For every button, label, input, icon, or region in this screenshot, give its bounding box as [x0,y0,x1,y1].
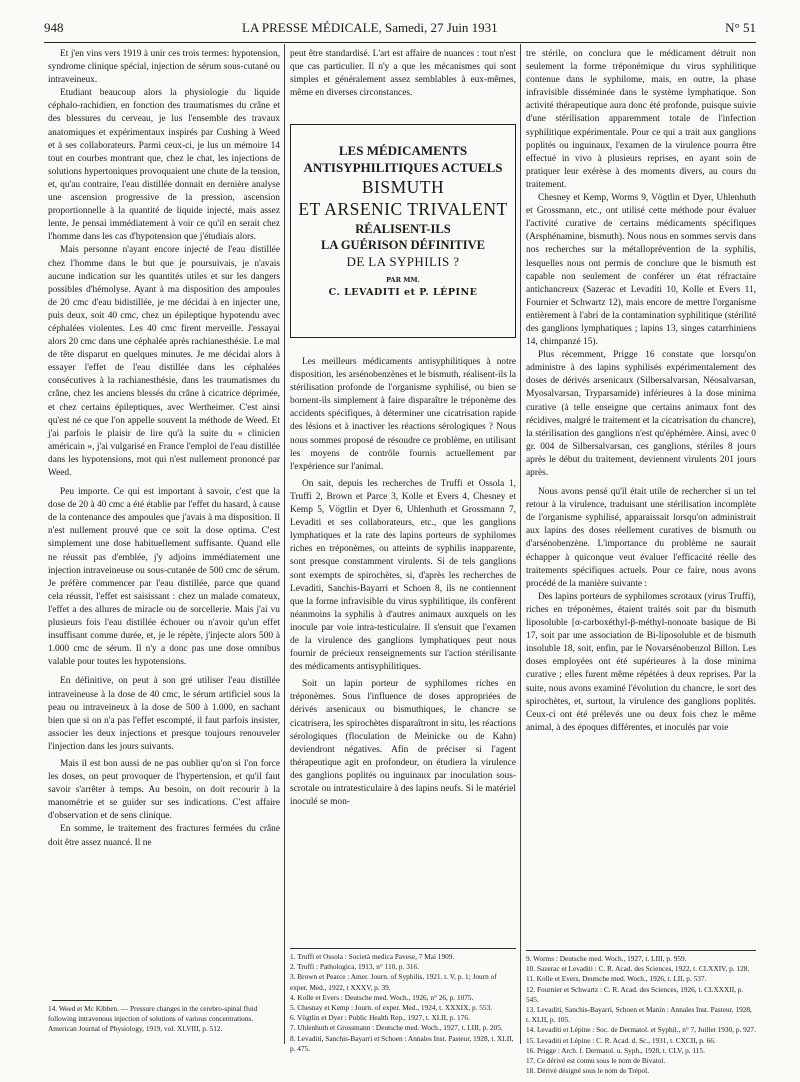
footnote-5: 5. Chesnay et Kemp : Journ. of exper. Med., 1924, t. XXXIX, p. 553. [290,1003,493,1013]
title-line-3: BISMUTH [361,177,445,197]
col2-footnotes [290,952,516,1054]
footnote-9: 9. Worms : Deutsche med. Woch., 1927, t. LIII, p. 959. [526,954,687,963]
footnote-14: 14. Weed et Mc Kibben. — Pressure changes in the cerebro-spinal fluid following intravenous injection of solutions of various concentrations. American Journal of Physiology, 1919, vol. XLVIII, p. 512. [48,1004,258,1034]
footnote-1: 1. Truffi et Ossola : Società medica Pavese, 7 Mai 1909. [290,952,455,961]
title-line-2: ANTISYPHILITIQUES ACTUELS [303,160,503,175]
title-line-1: LES MÉDICAMENTS [338,143,468,158]
footnote-16: 16. Prigge : Arch. f. Dermatol. u. Syph., 1928, t. CLV, p. 115. [526,1045,705,1055]
column-divider-1 [284,44,285,1044]
footnote-12: 12. Fournier et Schwartz : C. R. Acad. des Sciences, 1926, t. CLXXXII, p. 545. [526,984,744,1004]
issue-number: N° 51 [725,20,756,35]
title-par: PAR MM. [386,276,420,284]
col1-para-5: En définitive, on peut à son gré utiliser l'eau distillée intraveineuse à la dose de 40 cmc, le sérum artificiel sous la peau ou intraveineux à la dose de 500 à 1.000, en sachant bien que si on n'a pas l'effet escompté, il faut parfois insister, associer les deux injections et presque toujours renouveler l'injection dans les jours suivants. [48,676,280,752]
col1-para-2: Etudiant beaucoup alors la physiologie du liquide céphalo-rachidien, en fonction des traumatismes du crâne et des blessures du cerveau, je lus l'ensemble des travaux anatomiques et expérimentaux inspirés par Cushing à Weed et à ses collaborateurs. Parmi ceux-ci, je lus un mémoire 14 tout en courbes montrant que, chez le chat, les injections de solutions hypertoniques provoquaient une chute de la tension, et, qu'au contraire, l'eau distillée donnait en dernière analyse une ascension progressive de la pression, ascension proportionnelle à la quantité de liquide injecté, mais assez lente. Je pensai immédiatement à voir ce qu'il en serait chez l'homme dans les cas d'hypotension que j'étudiais alors. [48,88,280,243]
footnote-4: 4. Kolle et Evers : Deutsche med. Woch., 1926, n° 26, p. 1075. [290,992,474,1002]
column-divider-2 [520,44,521,1044]
col1-footnote-rule [52,1000,112,1001]
footnote-6: 6. Vögtlin et Dyer : Public Health Rep., 1927, t. XLII, p. 176. [290,1013,470,1023]
col3-para-1: tre stérile, on conclura que le médicament détruit non seulement la forme tréponémique du virus syphilitique contenue dans le syphilome, mais, en outre, la phase infravisible disséminée dans le système lymphatique. Son activité thérapeutique aura donc été profonde, puisque suivie d'une stérilisation apparemment totale de l'infection syphilitique expérimentale. Pour ce qui a trait aux ganglions poplités ou inguinaux, l'examen de la virulence pourra être effectué in vivo à plusieurs reprises, en ayant soin de pratiquer leur exérèse à des moments divers, au cours du traitement. [526,49,756,190]
title-line-7: DE LA SYPHILIS ? [346,254,460,269]
column-3 [526,48,756,735]
column-1 [48,48,280,850]
col1-para-1: Et j'en vins vers 1919 à unir ces trois termes: hypotension, syndrome clinique spécial, injection de sérum sous-cutané ou intraveineux. [48,49,280,86]
page-header [44,20,756,42]
column-2-top [290,48,516,100]
col2-footnote-rule [290,948,516,949]
col2-para-1: Les meilleurs médicaments antisyphilitiques à notre disposition, les arsénobenzènes et le bismuth, réalisent-ils la stérilisation profonde de l'organisme syphilisé, ou bien se bornent-ils simplement à faire disparaître le tréponème des accidents spécifiques, à déterminer une cicatrisation rapide des lésions et à inactiver les réactions sérologiques ? Nous nous sommes proposé de résoudre ce problème, en utilisant les moyens de contrôle fournis actuellement par l'expérience sur l'animal. [290,357,516,472]
col3-para-5: Des lapins porteurs de syphilomes scrotaux (virus Truffi), riches en tréponèmes, étaient traités soit par du bismuth liposoluble [α-carboxéthyl-β-méthyl-nonoate basique de Bi 17, soit par une association de Bi-liposoluble et de bismuth insoluble 18, soit, enfin, par le Novarsénobenzol Billon. Les doses employées ont été supérieures à la dose minima curative ; elles furent même répétées à deux reprises. Par la suite, nous avons examiné l'évolution du chancre, le sort des spirochètes, et, surtout, la virulence des ganglions poplités. Ceux-ci ont été prélevés une ou deux fois chez le même animal, à des époques différentes, et inoculés par voie [526,591,756,733]
footnote-8: 8. Levaditi, Sanchis-Bayarri et Schoen : Annales Inst. Pasteur, 1928, t. XLII, p. 475. [290,1033,514,1053]
footnote-11: 11. Kolle et Evers, Deutsche med. Woch., 1926, t. LII, p. 537. [526,974,707,984]
col3-para-2: Chesney et Kemp, Worms 9, Vögtlin et Dyer, Uhlenhuth et Grossmann, etc., ont utilisé cette méthode pour évaluer l'activité curative de certains médicaments spécifiques (Arsphénamine, bismuth). Nous nous en sommes servis dans nos recherches sur la métalloprévention de la syphilis, lesquelles nous ont permis de conclure que le bismuth est capable non seulement de conférer un état réfractaire antichancreux (Sazerac et Levaditi 10, Kolle et Evers 11, Fournier et Schwartz 12), mais encore de mettre l'organisme entièrement à l'abri de la contamination syphilitique (stérilité des ganglions lymphatiques ; lapins 13, singes catarrhiniens 14, chimpanzé 15). [526,193,756,348]
col1-para-6: Mais il est bon aussi de ne pas oublier qu'on si l'on force les doses, on peut provoquer de l'hypertension, et qu'il faut savoir s'arrêter à temps. Au besoin, on doit recourir à la manométrie et se guider sur ses indications. C'est affaire d'observation et de sens clinique. [48,758,280,822]
journal-title: LA PRESSE MÉDICALE, Samedi, 27 Juin 1931 [242,20,498,35]
footnote-18: 18. Dérivé désigné sous le nom de Trépol. [526,1066,650,1076]
col1-para-3: Mais personne n'ayant encore injecté de l'eau distillée chez l'homme dans le but que je poursuivais, je n'avais aucune indication sur les quantités utiles et sur les dangers possibles d'hémolyse. Ayant à ma disposition des ampoules de 20 cmc d'eau bidistillée, je me décidai à en injecter une, puis deux, soit 40 cmc, chez un épileptique hypotendu avec céphalées violentes. Les 40 cmc firent merveille. J'essayai alors 20 cmc dans une céphalée après rachianesthésie. Le mal de tête disparut en quelques minutes. Je me décidai alors à essayer l'effet de l'eau distillée dans les céphalées consécutives à la rachianesthésie, dans les traumatismes du crâne, chez les anciens blessés du crâne à cicatrice déprimée, et chez certains épileptiques, avec Wertheimer. C'est ainsi qu'est né ce que l'on appelle souvent la méthode de Weed. Et j'ai parfois le plaisir de lire qu'à la suite du « clinicien américain », j'ai vulgarisé en France l'emploi de l'eau distillée dans les hypotensions, mot qui n'est nullement prononcé par Weed. [48,245,280,478]
title-line-6: LA GUÉRISON DÉFINITIVE [321,238,485,252]
title-line-4: ET ARSENIC TRIVALENT [298,199,508,219]
footnote-10: 10. Sazerac et Levaditi : C. R. Acad. des Sciences, 1922, t. CLXXIV, p. 128. [526,964,750,974]
col2-para-3: Soit un lapin porteur de syphilomes riches en tréponèmes. Sous l'influence de doses appropriées de dérivés arsenicaux ou bismuthiques, le chancre se cicatrisera, les spirochètes disparaîtront in situ, les réactions sérologiques (floculation de Meinicke ou de Kahn) deviendront négatives. Afin de préciser si l'agent thérapeutique agit en profondeur, on étudiera la virulence des ganglions poplités ou inguinaux par inoculation sous-scrotale ou intratesticulaire à des lapins neufs. Si le matériel inoculé se mon- [290,679,516,808]
column-2-body [290,356,516,809]
article-title-box [290,124,516,338]
col3-para-4: Nous avons pensé qu'il était utile de rechercher si un tel retour à la virulence, traduisant une stérilisation incomplète de l'organisme syphilisé, apparaissait lorsqu'on administrait aux lapins des doses réellement curatives de bismuth ou d'arsénobenzène. L'importance du problème ne saurait échapper à quiconque veut évaluer l'efficacité réelle des traitements spécifiques actuels. Pour ce faire, nous avons procédé de la manière suivante : [526,487,756,589]
col3-footnotes [526,954,756,1076]
footnote-2: 2. Truffi : Pathologica, 1913, n° 110, p. 316. [290,962,419,972]
col1-footnotes [48,1004,280,1035]
title-line-5: RÉALISENT-ILS [355,222,451,236]
header-rule [44,42,756,43]
footnote-3: 3. Brown et Pearce : Amer. Journ. of Syphilis, 1921. t. V, p. 1; Journ of exper. Med., 1922, t XXXV, p. 39. [290,972,497,992]
col3-para-3: Plus récemment, Prigge 16 constate que lorsqu'on administre à des lapins syphilisés expérimentalement des doses de dérivés arsenicaux (Silbersalvarsan, Néosalvarsan, Myosalvarsan, Tryparsamide) inférieures à la dose minima curative (à telle enseigne que certains animaux font des récidives, malgré le traitement et la cicatrisation du chancre), la stérilisation des ganglions n'est qu'éphémère. Ainsi, avec 0 gr. 004 de Silbersalvarsan, ces ganglions, stériles 8 jours après le début du traitement, deviennent virulents 201 jours après. [526,350,756,478]
title-authors: C. LEVADITI et P. LÉPINE [328,287,478,298]
page-number: 948 [44,20,64,35]
footnote-17: 17. Ce dérivé est connu sous le nom de Bivatol. [526,1056,666,1066]
col1-para-7: En somme, le traitement des fractures fermées du crâne doit être assez nuancé. Il ne [48,824,280,848]
footnote-15: 15. Levaditi et Lépine : C. R. Acad. d. Sc., 1931, t. CXCII, p. 66. [526,1035,716,1045]
footnote-7: 7. Uhlenhuth et Grossmann : Deutsche med. Woch., 1927, t. LIII, p. 205. [290,1023,503,1033]
col1-para-4: Peu importe. Ce qui est important à savoir, c'est que la dose de 20 à 40 cmc a été établie par l'effet du hasard, à cause de la contenance des ampoules que j'avais à ma disposition. Il n'est nullement prouvé que ce soit la dose optima. C'est simplement une dose habituellement suffisante. Quand elle ne réussit pas d'emblée, j'y adjoins immédiatement une injection intraveineuse ou sous-cutanée de 500 cmc de sérum. Je préfère commencer par l'eau distillée, parce que quand cela réussit, l'effet est saisissant : chez un malade comateux, l'effet a des allures de miracle ou de sorcellerie. Mais j'ai vu plusieurs fois l'eau distillée échouer ou n'avoir qu'un effet insuffisant comme durée, et, je le répète, j'injecte alors 500 à 1.000 cmc de sérum. Il n'y a donc pas une dose omnibus valable pour toutes les hypotensions. [48,487,280,668]
col2-top-para: peut être standardisé. L'art est affaire de nuances : tout n'est que cas particulier. Il n'y a que les mécanismes qui sont simples et généralement assez semblables à eux-mêmes, même en diverses circonstances. [290,49,516,99]
footnote-14b: 14. Levaditi et Lépine : Soc. de Dermatol. et Syphil., n° 7, Juillet 1930, p. 927. [526,1025,756,1035]
col3-footnote-rule [526,950,756,951]
col2-para-2: On sait, depuis les recherches de Truffi et Ossola 1, Truffi 2, Brown et Parce 3, Kolle et Evers 4, Chesney et Kemp 5, Vögtlin et Dyer 6, Uhlenhuth et Grossmann 7, Levaditi et ses collaborateurs, etc., que les ganglions lymphatiques et la rate des lapins porteurs de syphilomes riches en tréponèmes, ou atteints de syphilis inapparente, sont presque constamment virulents. Si de tels ganglions sont exempts de spirochètes, si, d'après les recherches de Levaditi, Sanchis-Bayarri et Schoen 8, ils ne contiennent que la forme infravisible du virus syphilitique, ils confèrent néanmoins la syphilis à d'autres animaux auxquels on les inocule par voie intra-testiculaire. Il s'ensuit que l'examen de la virulence des ganglions lymphatiques peut nous fournir de précieux renseignements sur l'action stérilisante des médicaments antisyphilitiques. [290,478,516,673]
footnote-13: 13. Levaditi, Sanchis-Bayarri, Schoen et Manin : Annales Inst. Pasteur, 1928, t. XLII, p. 105. [526,1005,752,1025]
